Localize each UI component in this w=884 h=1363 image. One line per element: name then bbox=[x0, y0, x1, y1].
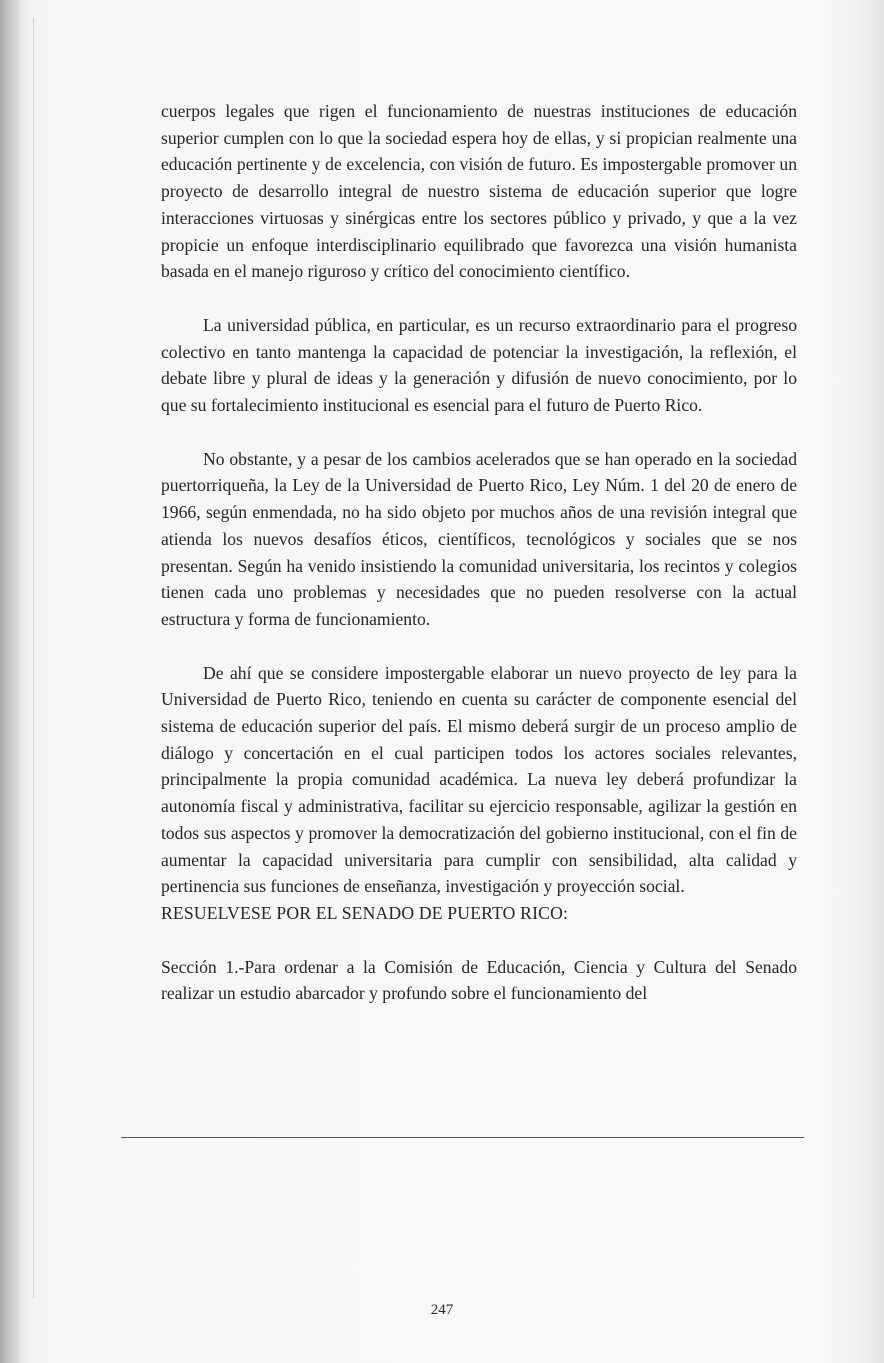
resolve-heading: RESUELVESE POR EL SENADO DE PUERTO RICO: bbox=[161, 902, 569, 923]
page-number: 247 bbox=[430, 1302, 454, 1318]
document-body bbox=[161, 98, 797, 1007]
page-edge-line bbox=[33, 18, 34, 1298]
paragraph-3: No obstante, y a pesar de los cambios acelerados que se han operado en la sociedad puertorriqueña, la Ley de la Universidad de Puerto Rico, Ley Núm. 1 del 20 de enero de 1966, según enmendada, no ha sido objeto por muchos años de una revisión integral que atienda los nuevos desafíos éticos, científicos, tecnológicos y sociales que se nos presentan. Según ha venido insistiendo la comunidad universitaria, los recintos y colegios tienen cada uno problemas y necesidades que no pueden resolverse con la actual estructura y forma de funcionamiento. bbox=[161, 448, 797, 629]
paragraph-4: De ahí que se considere impostergable elaborar un nuevo proyecto de ley para la Universidad de Puerto Rico, teniendo en cuenta su carácter de componente esencial del sistema de educación superior del país. El mismo deberá surgir de un proceso amplio de diálogo y concertación en el cual participen todos los actores sociales relevantes, principalmente la propia comunidad académica. La nueva ley deberá profundizar la autonomía fiscal y administrativa, facilitar su ejercicio responsable, agilizar la gestión en todos sus aspectos y promover la democratización del gobierno institucional, con el fin de aumentar la capacidad universitaria para cumplir con sensibilidad, alta calidad y pertinencia sus funciones de enseñanza, investigación y proyección social. bbox=[161, 662, 797, 897]
paragraph-1: cuerpos legales que rigen el funcionamiento de nuestras instituciones de educación superior cumplen con lo que la sociedad espera hoy de ellas, y si propician realmente una educación pertinente y de excelencia, con visión de futuro. Es impostergable promover un proyecto de desarrollo integral de nuestro sistema de educación superior que logre interacciones virtuosas y sinérgicas entre los sectores público y privado, y que a la vez propicie un enfoque interdisciplinario equilibrado que favorezca una visión humanista basada en el manejo riguroso y crítico del conocimiento científico. bbox=[161, 101, 797, 282]
paragraph-2: La universidad pública, en particular, es un recurso extraordinario para el progreso colectivo en tanto mantenga la capacidad de potenciar la investigación, la reflexión, el debate libre y plural de ideas y la generación y difusión de nuevo conocimiento, por lo que su fortalecimiento institucional es esencial para el futuro de Puerto Rico. bbox=[161, 314, 797, 416]
binding-shadow bbox=[0, 0, 20, 1363]
section-1-text: Sección 1.-Para ordenar a la Comisión de Educación, Ciencia y Cultura del Senado realizar un estudio abarcador y profundo sobre el funcionamiento del bbox=[161, 956, 797, 1004]
footer-rule bbox=[121, 1137, 804, 1138]
